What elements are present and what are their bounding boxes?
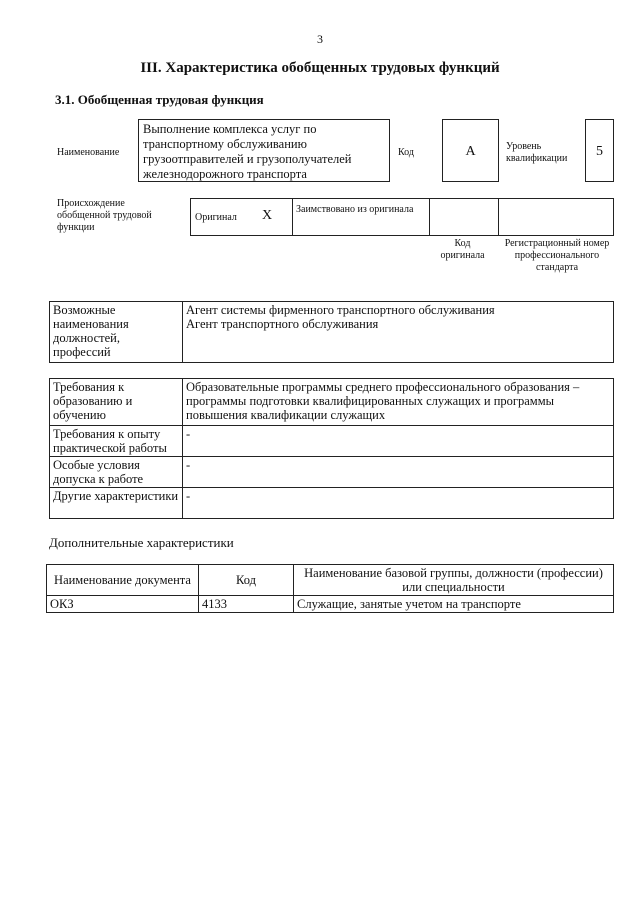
original-mark: X (262, 208, 273, 223)
row-group-name: Служащие, занятые учетом на транспорте (294, 596, 614, 613)
positions-table (49, 301, 614, 363)
function-name-text: Выполнение комплекса услуг по транспортному обслуживанию грузоотправителей и грузополучателей железнодорожного транспорта (143, 122, 352, 181)
requirement-row (50, 457, 614, 488)
function-name-value (138, 119, 390, 182)
requirement-row (50, 379, 614, 426)
additional-row (47, 596, 614, 613)
code-value-box (442, 119, 499, 182)
original-label: Оригинал (195, 212, 237, 223)
level-value: 5 (596, 144, 603, 159)
section-title: III. Характеристика обобщенных трудовых функций (140, 60, 500, 76)
requirement-value: Образовательные программы среднего профессионального образования – программы подготовки квалифицированных служащих и программы повышения квалификации служащих (183, 379, 614, 426)
origin-label: Происхождение обобщенной трудовой функции (57, 198, 152, 233)
position-item: Агент транспортного обслуживания (186, 317, 379, 331)
origin-divider-3 (498, 198, 499, 236)
requirement-row (50, 488, 614, 519)
requirement-value: - (183, 426, 614, 457)
row-code: 4133 (199, 596, 294, 613)
requirement-value: - (183, 457, 614, 488)
requirement-label: Требования к опыту практической работы (50, 426, 183, 457)
requirement-label: Требования к образованию и обучению (50, 379, 183, 426)
additional-table (46, 564, 614, 613)
additional-title: Дополнительные характеристики (49, 535, 234, 550)
positions-row (50, 302, 614, 363)
header-doc-name: Наименование документа (47, 565, 199, 596)
function-name-label: Наименование (57, 147, 120, 158)
code-value: А (465, 144, 476, 159)
borrowed-label: Заимствовано из оригинала (296, 204, 414, 215)
requirement-value: - (183, 488, 614, 519)
page-number: 3 (317, 32, 323, 46)
positions-values (183, 302, 614, 363)
requirement-label: Другие характеристики (50, 488, 183, 519)
origin-divider-1 (292, 198, 293, 236)
requirement-label: Особые условия допуска к работе (50, 457, 183, 488)
level-label: Уровень квалификации (506, 141, 568, 164)
header-code: Код (199, 565, 294, 596)
code-original-caption: Код оригинала (440, 238, 485, 261)
code-label: Код (398, 147, 414, 158)
row-doc-name: ОКЗ (47, 596, 199, 613)
header-group-name: Наименование базовой группы, должности (профессии) или специальности (294, 565, 614, 596)
positions-label: Возможные наименования должностей, профессий (50, 302, 183, 363)
subsection-title: 3.1. Обобщенная трудовая функция (55, 92, 264, 107)
origin-divider-2 (429, 198, 430, 236)
additional-header-row (47, 565, 614, 596)
level-value-box (585, 119, 614, 182)
requirements-table (49, 378, 614, 519)
requirement-row (50, 426, 614, 457)
reg-number-caption: Регистрационный номер профессионального стандарта (504, 238, 610, 273)
position-item: Агент системы фирменного транспортного обслуживания (186, 303, 495, 317)
